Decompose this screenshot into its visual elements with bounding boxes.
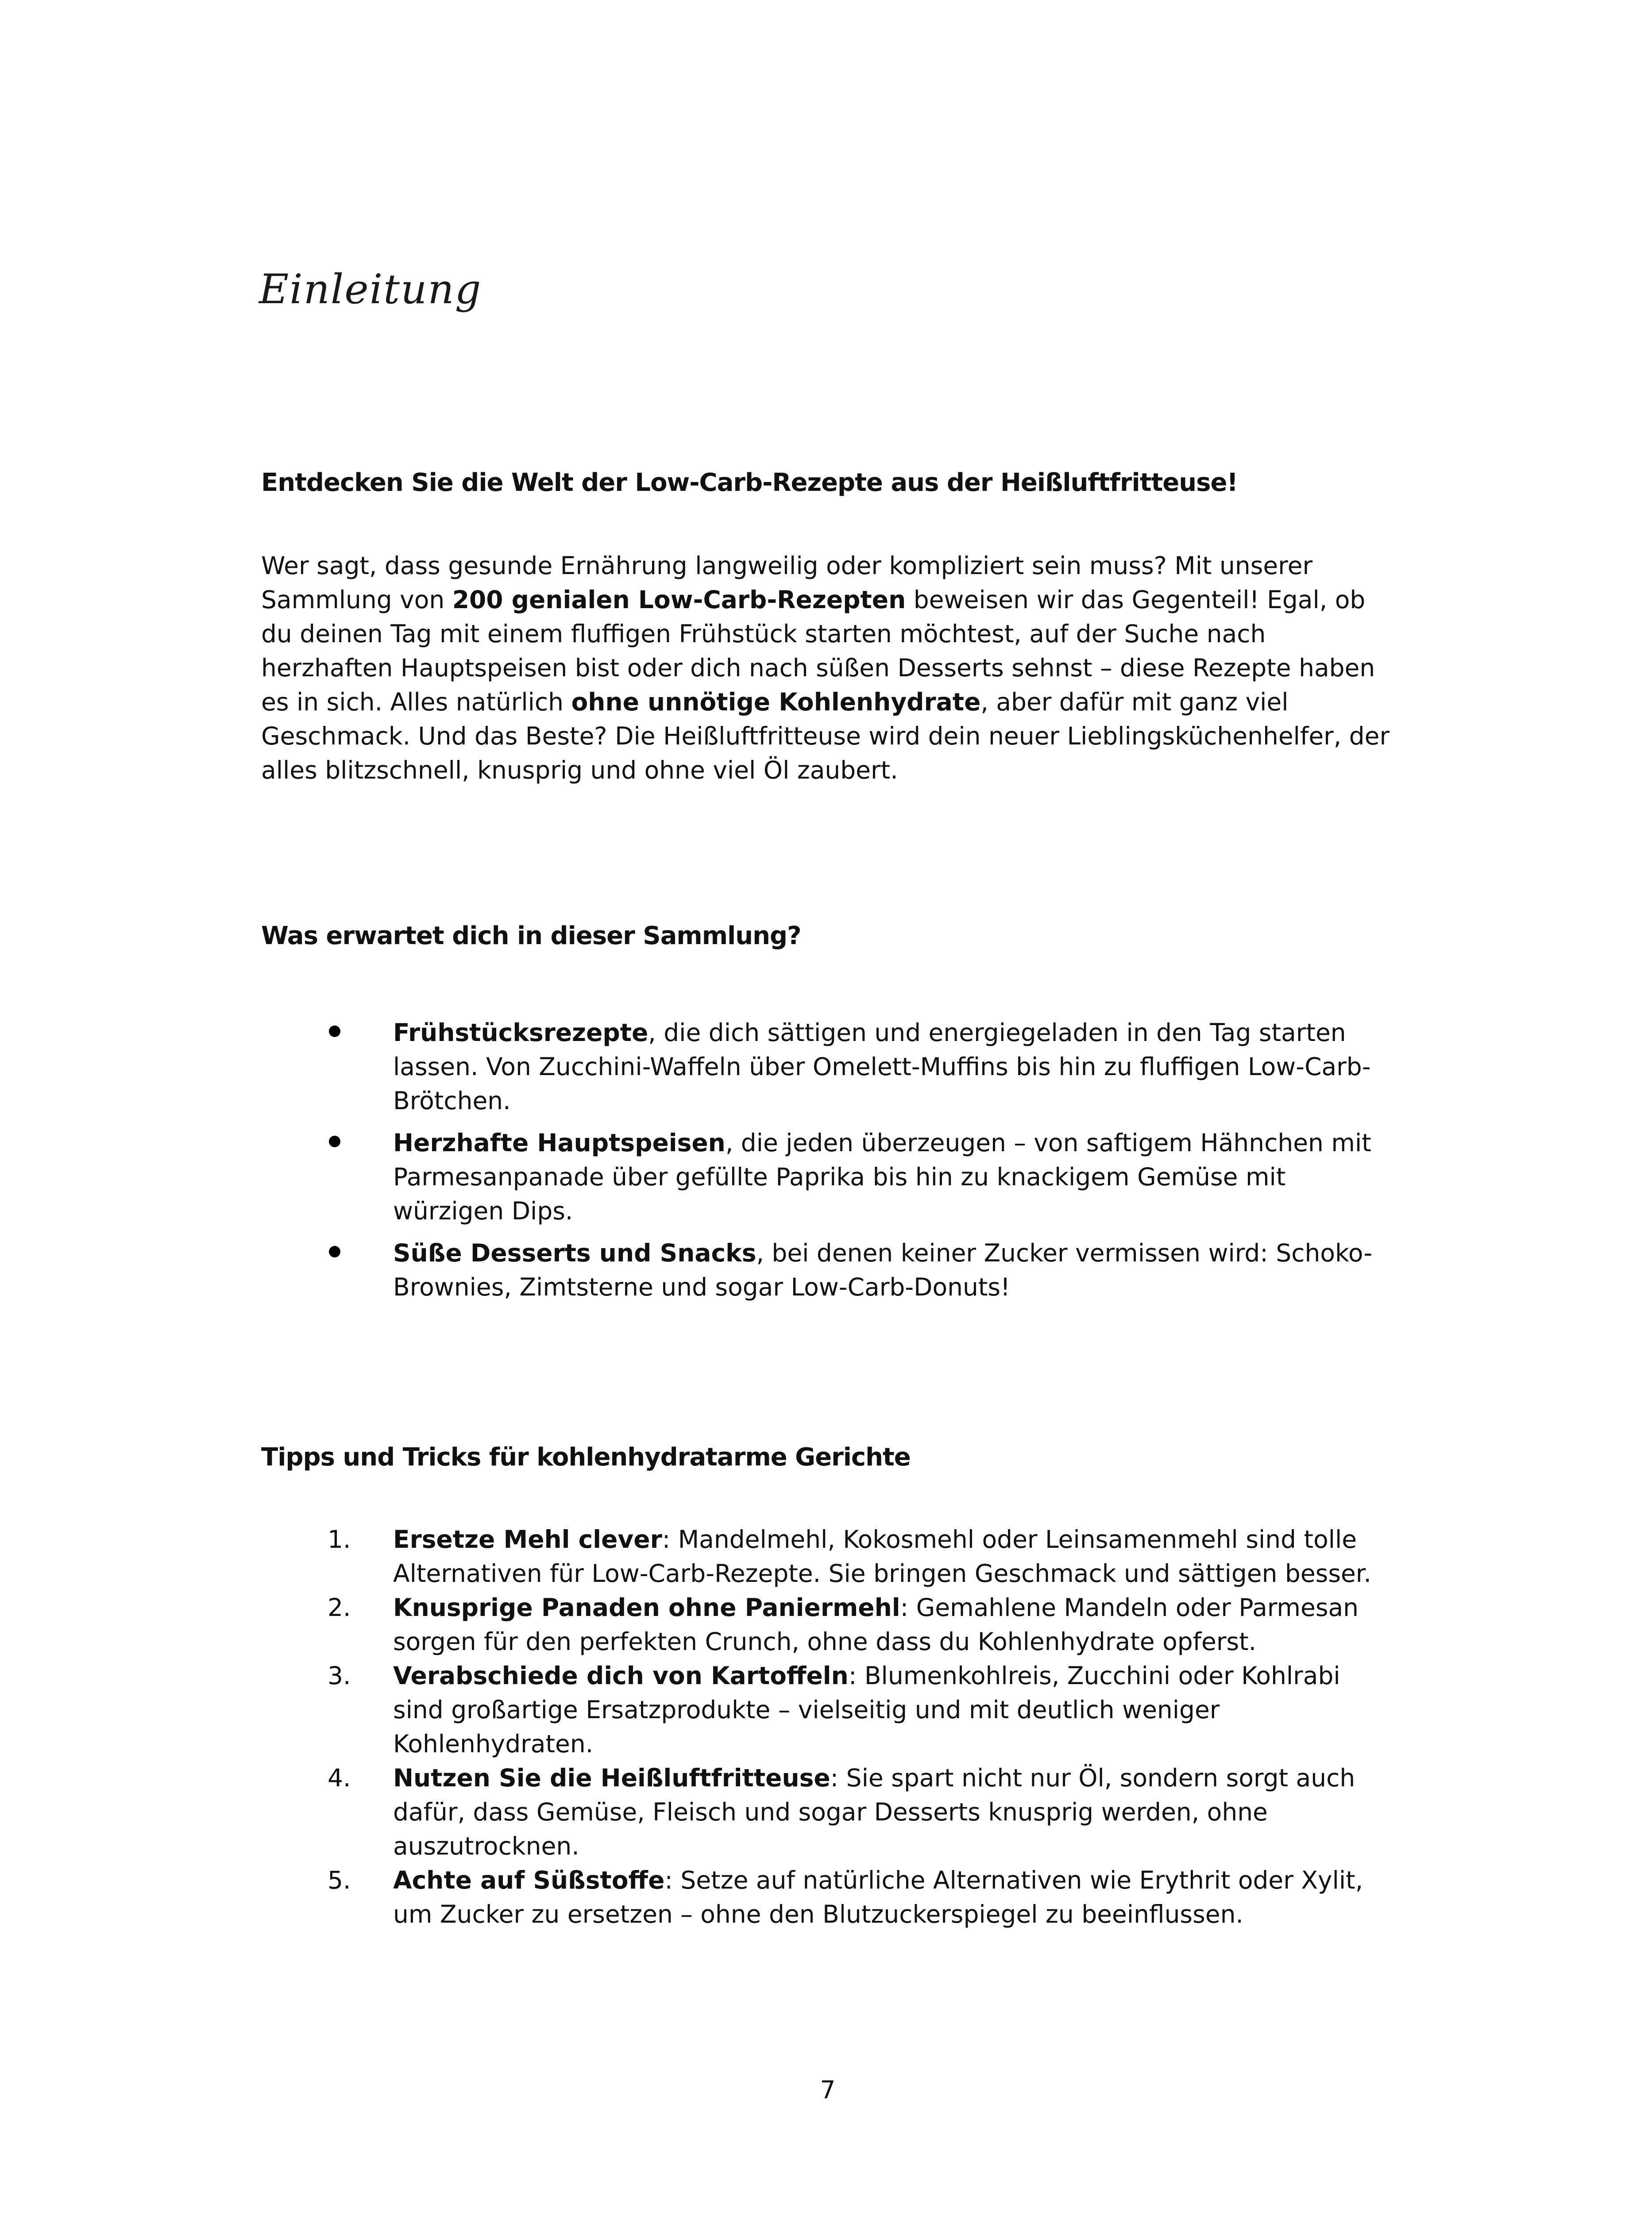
list-item-text: : Blumenkohlreis, Zucchini oder Kohlrabi sind großartige Ersatzprodukte – vielseitig und mit deutlich weniger Kohlenhydraten. xyxy=(393,1662,1340,1758)
expect-bullet-list xyxy=(261,1016,1394,1312)
intro-text-2: beweisen wir das Gegenteil! Egal, ob du deinen Tag mit einem fluffigen Frühstück starten möchtest, auf der Suche nach herzhaften Hauptspeisen bist oder dich nach süßen Desserts sehnst – diese Rezepte haben es in sich. Alles natürlich xyxy=(261,586,1375,716)
list-item-bold: Herzhafte Hauptspeisen xyxy=(393,1129,726,1157)
list-item xyxy=(261,1236,1394,1304)
intro-text-1: Wer sagt, dass gesunde Ernährung langweilig oder kompliziert sein muss? Mit unserer Sammlung von xyxy=(261,551,1313,614)
intro-heading: Entdecken Sie die Welt der Low-Carb-Rezepte aus der Heißluftfritteuse! xyxy=(261,468,1238,497)
list-item xyxy=(261,1016,1394,1118)
list-item-text: , die jeden überzeugen – von saftigem Hähnchen mit Parmesanpanade über gefüllte Paprika bis hin zu knackigem Gemüse mit würzigen Dips. xyxy=(393,1129,1371,1225)
list-item-text: , bei denen keiner Zucker vermissen wird: Schoko-Brownies, Zimtsterne und sogar Low-Carb-Donuts! xyxy=(393,1239,1373,1301)
list-item xyxy=(261,1863,1394,1932)
intro-bold-1: 200 genialen Low-Carb-Rezepten xyxy=(452,586,906,614)
list-number: 5. xyxy=(328,1866,351,1894)
list-item-bold: Knusprige Panaden ohne Paniermehl xyxy=(393,1593,900,1622)
expect-heading: Was erwartet dich in dieser Sammlung? xyxy=(261,921,801,950)
list-item-bold: Frühstücksrezepte xyxy=(393,1018,648,1047)
list-number: 1. xyxy=(328,1525,351,1554)
tips-heading: Tipps und Tricks für kohlenhydratarme Gerichte xyxy=(261,1443,911,1472)
list-item-bold: Achte auf Süßstoffe xyxy=(393,1866,665,1894)
list-item-text: : Setze auf natürliche Alternativen wie Erythrit oder Xylit, um Zucker zu ersetzen – ohne den Blutzuckerspiegel zu beeinflussen. xyxy=(393,1866,1363,1928)
list-item xyxy=(261,1761,1394,1863)
list-item-bold: Nutzen Sie die Heißluftfritteuse xyxy=(393,1764,830,1792)
list-item xyxy=(261,1659,1394,1761)
intro-paragraph xyxy=(261,549,1394,787)
list-item-text: : Sie spart nicht nur Öl, sondern sorgt auch dafür, dass Gemüse, Fleisch und sogar Desserts knusprig werden, ohne auszutrocknen. xyxy=(393,1764,1355,1860)
list-number: 4. xyxy=(328,1764,351,1792)
page-number: 7 xyxy=(820,2076,836,2104)
list-number: 2. xyxy=(328,1593,351,1622)
list-item-text: : Mandelmehl, Kokosmehl oder Leinsamenmehl sind tolle Alternativen für Low-Carb-Rezepte. Sie bringen Geschmack und sättigen besser. xyxy=(393,1525,1371,1588)
bullet-icon xyxy=(329,1246,340,1257)
list-item xyxy=(261,1126,1394,1228)
list-item-text: , die dich sättigen und energiegeladen in den Tag starten lassen. Von Zucchini-Waffeln über Omelett-Muffins bis hin zu fluffigen Low-Carb-Brötchen. xyxy=(393,1018,1371,1115)
list-number: 3. xyxy=(328,1662,351,1690)
list-item xyxy=(261,1591,1394,1659)
list-item xyxy=(261,1523,1394,1591)
intro-bold-2: ohne unnötige Kohlenhydrate xyxy=(571,688,981,716)
intro-text-3: , aber dafür mit ganz viel Geschmack. Und das Beste? Die Heißluftfritteuse wird dein neuer Lieblingsküchenhelfer, der alles blitzschnell, knusprig und ohne viel Öl zaubert. xyxy=(261,688,1390,784)
bullet-icon xyxy=(329,1026,340,1037)
list-item-bold: Süße Desserts und Snacks xyxy=(393,1239,757,1267)
list-item-bold: Verabschiede dich von Kartoffeln xyxy=(393,1662,849,1690)
bullet-icon xyxy=(329,1136,340,1147)
list-item-bold: Ersetze Mehl clever xyxy=(393,1525,662,1554)
list-item-text: : Gemahlene Mandeln oder Parmesan sorgen für den perfekten Crunch, ohne dass du Kohlenhydrate opferst. xyxy=(393,1593,1359,1656)
chapter-title: Einleitung xyxy=(259,266,482,313)
tips-numbered-list xyxy=(261,1523,1394,1932)
